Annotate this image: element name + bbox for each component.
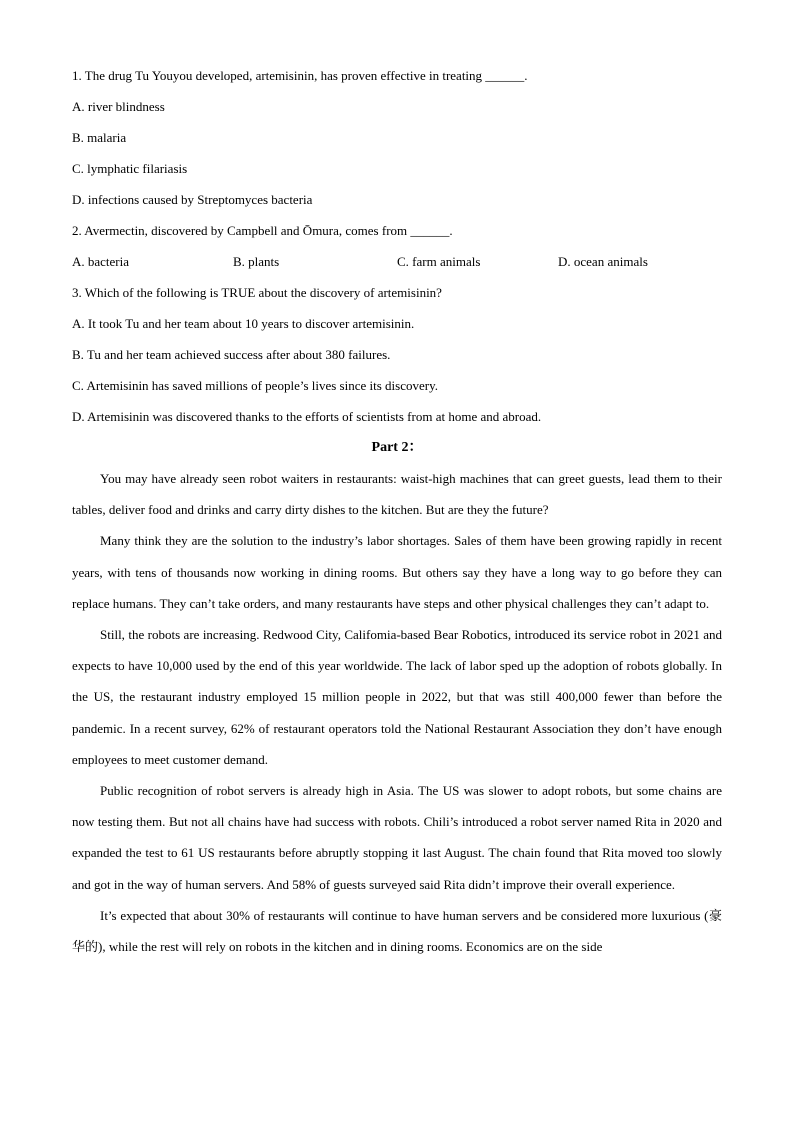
question-3-option-a: A. It took Tu and her team about 10 years to discover artemisinin.	[72, 316, 415, 331]
passage-paragraph-4: Public recognition of robot servers is already high in Asia. The US was slower to adopt robots, but some chains are now testing them. But not all chains have had success with robots. Chili’s introduced a robot server named Rita in 2020 and expanded the test to 61 US restaurants before abruptly stopping it last August. The chain found that Rita moved too slowly and got in the way of human servers. And 58% of guests surveyed said Rita didn’t improve their overall experience.	[72, 783, 722, 892]
passage-paragraph-3: Still, the robots are increasing. Redwood City, Califomia-based Bear Robotics, introduced its service robot in 2021 and expects to have 10,000 used by the end of this year worldwide. The lack of labor sped up the adoption of robots globally. In the US, the restaurant industry employed 15 million people in 2022, but that was still 400,000 fewer than before the pandemic. In a recent survey, 62% of restaurant operators told the National Restaurant Association they don’t have enough employees to meet customer demand.	[72, 627, 722, 767]
question-1-option-a: A. river blindness	[72, 99, 165, 114]
question-1-option-d: D. infections caused by Streptomyces bacteria	[72, 192, 313, 207]
question-1-stem: 1. The drug Tu Youyou developed, artemisinin, has proven effective in treating ______.	[72, 68, 528, 83]
question-1-option-c: C. lymphatic filariasis	[72, 161, 188, 176]
question-2-option-d: D. ocean animals	[558, 254, 648, 269]
question-2-options	[72, 246, 722, 277]
question-3-option-b: B. Tu and her team achieved success after about 380 failures.	[72, 347, 391, 362]
question-2-stem: 2. Avermectin, discovered by Campbell and Ōmura, comes from ______.	[72, 223, 453, 238]
question-2-option-b: B. plants	[233, 254, 280, 269]
passage-paragraph-5: It’s expected that about 30% of restaurants will continue to have human servers and be considered more luxurious (豪华的), while the rest will rely on robots in the kitchen and in dining rooms. Economics are on the side	[72, 907, 722, 955]
question-2-option-a: A. bacteria	[72, 254, 130, 269]
part-2-title: Part 2：	[371, 440, 423, 455]
question-3-option-c: C. Artemisinin has saved millions of people’s lives since its discovery.	[72, 378, 438, 393]
question-2-option-c: C. farm animals	[397, 254, 481, 269]
question-1-option-b: B. malaria	[72, 130, 127, 145]
question-3-stem: 3. Which of the following is TRUE about the discovery of artemisinin?	[72, 285, 442, 300]
question-3-option-d: D. Artemisinin was discovered thanks to the efforts of scientists from at home and abroad.	[72, 409, 542, 424]
passage-paragraph-1: You may have already seen robot waiters in restaurants: waist-high machines that can greet guests, lead them to their tables, deliver food and drinks and carry dirty dishes to the kitchen. But are they the future?	[72, 471, 722, 518]
passage-paragraph-2: Many think they are the solution to the industry’s labor shortages. Sales of them have been growing rapidly in recent years, with tens of thousands now working in dining rooms. But others say they have a long way to go before they can replace humans. They can’t take orders, and many restaurants have steps and other physical challenges they can’t adapt to.	[72, 533, 722, 611]
exam-page	[72, 60, 722, 962]
